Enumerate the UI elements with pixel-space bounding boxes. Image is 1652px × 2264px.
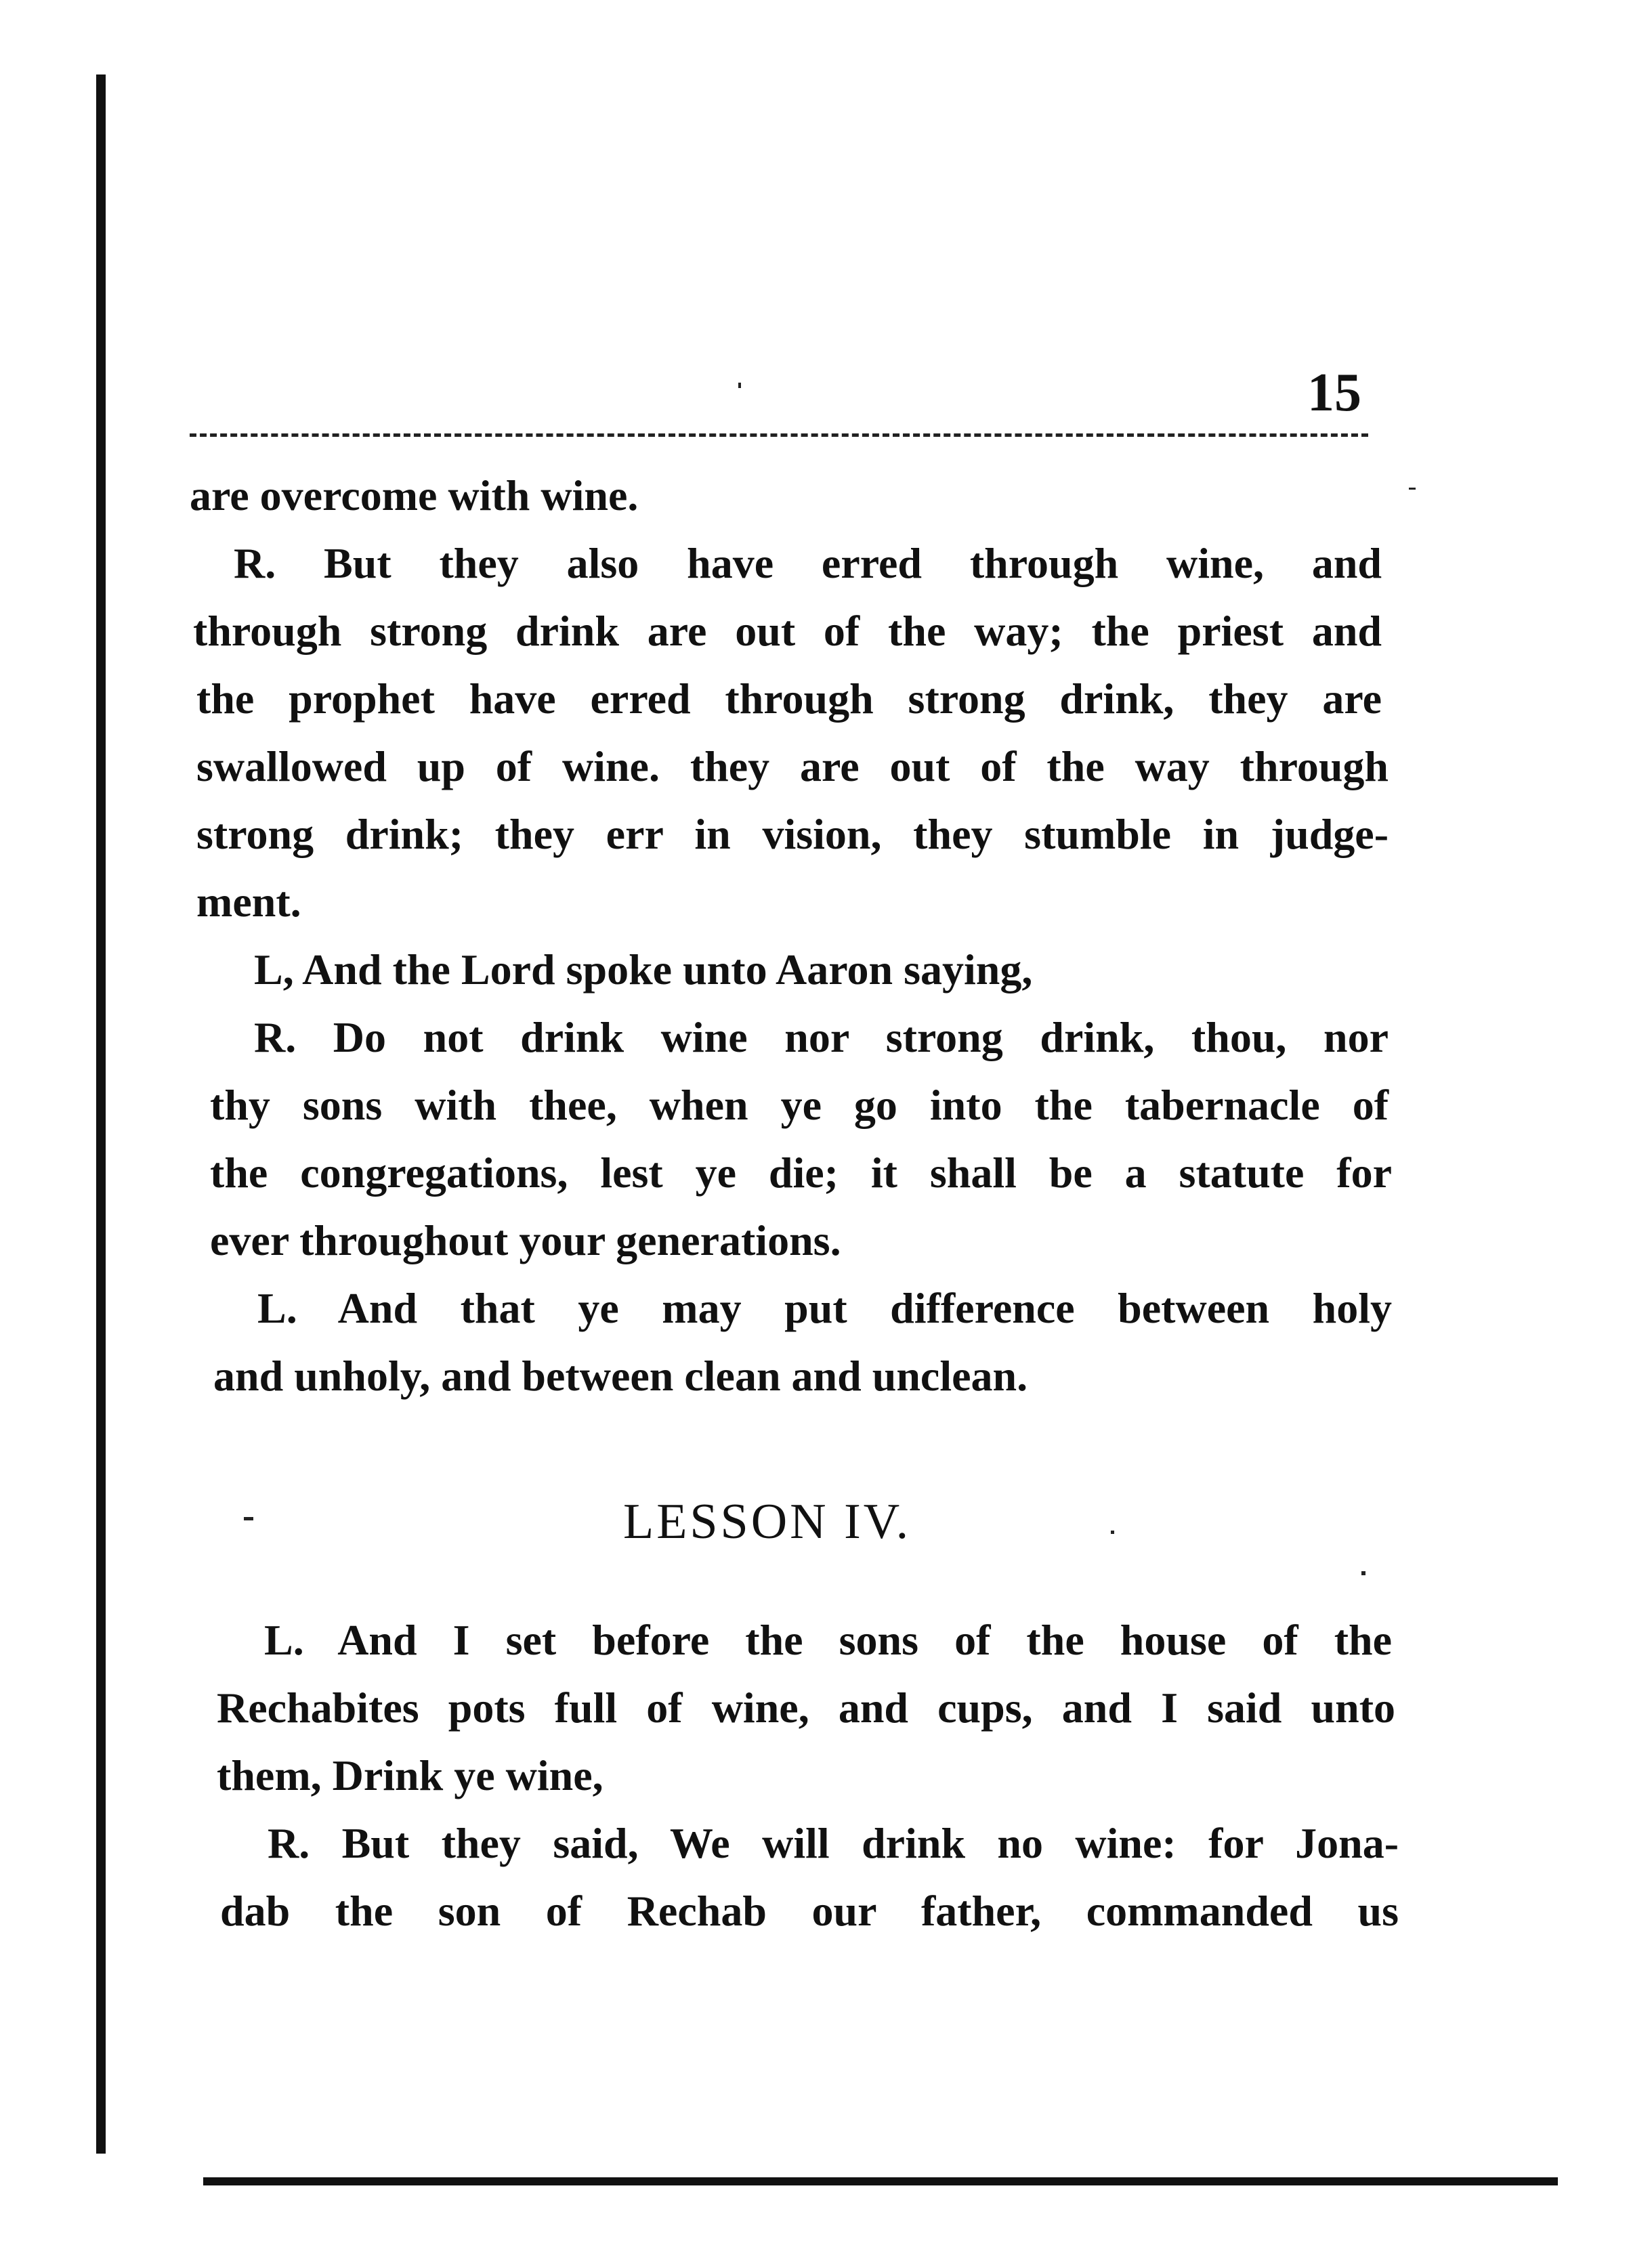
text-line: R. But they said, We will drink no wine: for Jona-: [268, 1819, 1399, 1867]
text-line: through strong drink are out of the way; the priest and: [193, 607, 1382, 655]
header-rule: [190, 433, 1368, 437]
text-line: L, And the Lord spoke unto Aaron saying,: [254, 945, 1033, 994]
page-number: 15: [1307, 363, 1361, 423]
binding-edge: [96, 74, 106, 2154]
scan-speck: [244, 1517, 253, 1520]
text-line: thy sons with thee, when ye go into the tabernacle of: [210, 1081, 1389, 1129]
text-line: swallowed up of wine. they are out of the way through: [196, 742, 1389, 790]
text-line: Rechabites pots full of wine, and cups, and I said unto: [217, 1684, 1395, 1732]
text-line: the congregations, lest ye die; it shall be a statute for: [210, 1149, 1392, 1197]
scan-speck: [1409, 488, 1416, 490]
text-line: and unholy, and between clean and unclean.: [213, 1352, 1028, 1400]
text-line: dab the son of Rechab our father, commanded us: [220, 1887, 1399, 1935]
text-line: strong drink; they err in vision, they stumble in judge-: [196, 810, 1389, 858]
bottom-rule: [203, 2177, 1558, 2185]
text-line: them, Drink ye wine,: [217, 1751, 603, 1799]
text-line: are overcome with wine.: [190, 471, 639, 519]
scan-speck: [1111, 1531, 1114, 1534]
lesson-heading: LESSON IV.: [623, 1494, 912, 1550]
text-line: R. Do not drink wine nor strong drink, thou, nor: [254, 1013, 1389, 1061]
text-line: ever throughout your generations.: [210, 1216, 841, 1264]
text-line: R. But they also have erred through wine, and: [234, 539, 1382, 587]
text-line: the prophet have erred through strong drink, they are: [196, 675, 1382, 723]
text-line: ment.: [196, 878, 301, 926]
scan-speck: [1361, 1571, 1365, 1575]
text-line: L. And I set before the sons of the house of the: [264, 1616, 1392, 1664]
scan-speck: [738, 383, 741, 388]
text-line: L. And that ye may put difference between holy: [257, 1284, 1392, 1332]
